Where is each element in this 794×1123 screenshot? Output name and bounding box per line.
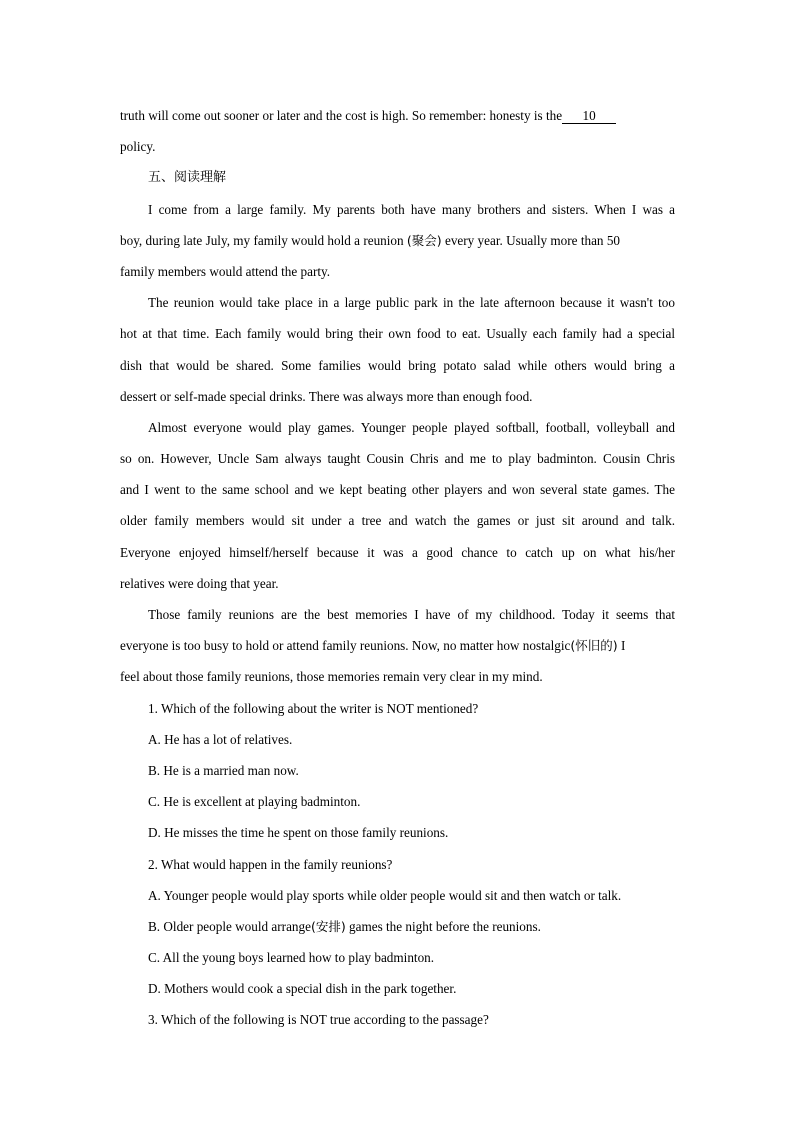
intro-line-1 [120,100,675,131]
text-span: I [617,638,626,654]
passage-p2-line-4: dessert or self-made special drinks. There was always more than enough food. [120,388,533,404]
answer-blank: 10 [562,109,616,124]
question-1-stem: 1. Which of the following about the writer is NOT mentioned? [148,700,479,716]
gloss-span: (安排) [310,918,346,934]
text-span: games the night before the reunions. [345,918,541,934]
passage-p4-line-1: Those family reunions are the best memories I have of my childhood. Today it seems that [148,607,675,622]
passage-p1-line-1: I come from a large family. My parents both have many brothers and sisters. When I was a [148,201,675,217]
section-heading: 五、阅读理解 [148,170,227,186]
passage-p3-line-4: older family members would sit under a tree and watch the games or just sit around and talk. [120,513,675,529]
passage-p3-line-1: Almost everyone would play games. Younger people played softball, football, volleyball and [148,419,675,435]
question-1-option-a: A. He has a lot of relatives. [148,731,293,747]
passage-p4-line-2 [120,630,675,661]
text-span: B. Older people would arrange [148,918,311,934]
gloss-span: (聚会) [406,232,442,248]
question-3-stem: 3. Which of the following is NOT true according to the passage? [148,1012,489,1028]
intro-line-2: policy. [120,139,156,155]
passage-p2-line-3: dish that would be shared. Some families would bring potato salad while others would bring a [120,357,675,373]
passage-p1-line-3: family members would attend the party. [120,263,331,279]
text-span: everyone is too busy to hold or attend family reunions. Now, no matter how nostalgic [120,638,571,654]
text-span: boy, during late July, my family would hold a reunion [120,232,407,248]
passage-p3-line-5: Everyone enjoyed himself/herself because it was a good chance to catch up on what his/her [120,544,675,560]
question-2-stem: 2. What would happen in the family reunions? [148,856,393,872]
question-2-option-b [120,911,675,942]
gloss-span: (怀旧的) [570,638,618,654]
passage-p2-line-1: The reunion would take place in a large public park in the late afternoon because it wasn't too [148,295,675,311]
question-1-option-b: B. He is a married man now. [148,762,299,778]
question-2-option-a: A. Younger people would play sports while older people would sit and then watch or talk. [148,887,622,903]
passage-p2-line-2: hot at that time. Each family would bring their own food to eat. Usually each family had a special [120,326,675,342]
passage-p1-line-2 [120,225,675,256]
question-1-option-d: D. He misses the time he spent on those family reunions. [148,825,449,841]
document-page [120,100,675,1036]
question-2-option-d: D. Mothers would cook a special dish in the park together. [148,981,457,997]
question-1-option-c: C. He is excellent at playing badminton. [148,794,361,810]
text-span: every year. Usually more than 50 [441,232,621,248]
passage-p4-line-3: feel about those family reunions, those memories remain very clear in my mind. [120,669,543,685]
passage-p3-line-6: relatives were doing that year. [120,575,279,591]
intro-text: truth will come out sooner or later and the cost is high. So remember: honesty is the [120,108,563,123]
passage-p3-line-2: so on. However, Uncle Sam always taught Cousin Chris and me to play badminton. Cousin Chris [120,451,675,467]
passage-p3-line-3: and I went to the same school and we kept beating other players and won several state games. The [120,482,675,498]
question-2-option-c: C. All the young boys learned how to play badminton. [148,950,435,966]
